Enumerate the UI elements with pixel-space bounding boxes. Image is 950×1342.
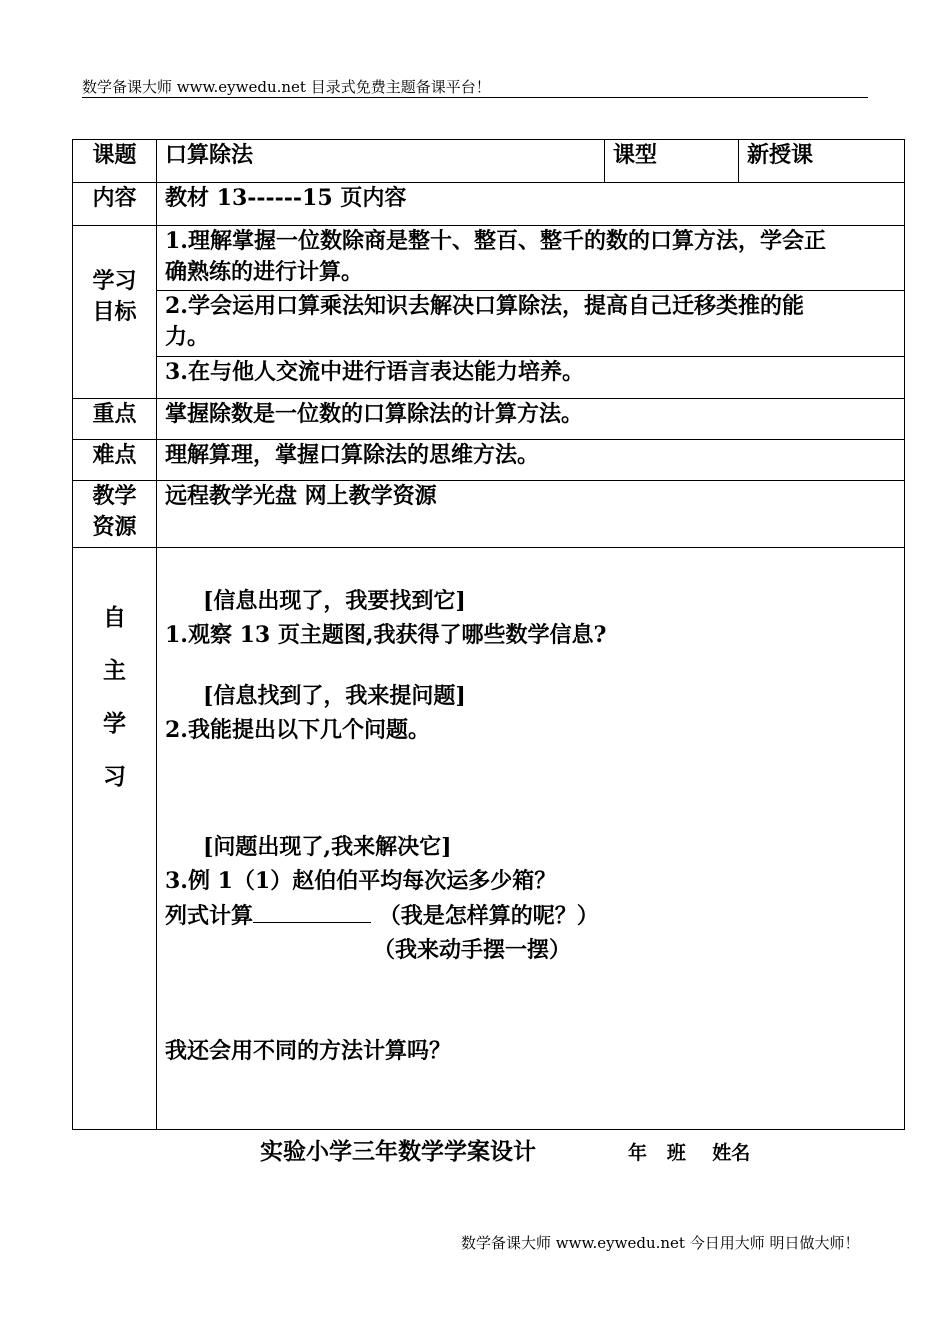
self-study-label — [73, 548, 157, 1130]
section-3-heading: [问题出现了,我来解决它] — [203, 834, 452, 860]
section-3-text: 3.例 1（1）赵伯伯平均每次运多少箱？ — [165, 868, 557, 894]
topic-label: 课题 — [73, 140, 157, 183]
page-header: 数学备课大师 www.eywedu.net 目录式免费主题备课平台！ — [82, 78, 491, 96]
goals-label-line-2: 目标 — [92, 299, 137, 325]
calc-hint: （我是怎样算的呢？） — [378, 903, 599, 929]
worksheet-title: 实验小学三年数学学案设计 — [260, 1138, 536, 1165]
goal-2-line-2: 力。 — [165, 324, 210, 350]
self-study-char-4: 习 — [103, 763, 126, 790]
goal-2 — [157, 291, 905, 357]
section-1-heading: [信息出现了，我要找到它] — [203, 588, 466, 614]
self-study-content — [157, 548, 905, 1130]
other-method-text: 我还会用不同的方法计算吗？ — [165, 1038, 452, 1064]
header-divider — [82, 97, 868, 98]
section-2-heading: [信息找到了，我来提问题] — [203, 683, 466, 709]
self-study-char-2: 主 — [103, 657, 126, 684]
self-study-char-3: 学 — [103, 710, 126, 737]
lesson-plan-table — [72, 139, 905, 1130]
goal-2-line-1: 2.学会运用口算乘法知识去解决口算除法，提高自己迁移类推的能 — [165, 293, 804, 319]
goal-1-line-2: 确熟练的进行计算。 — [165, 259, 364, 285]
difficulty-value: 理解算理，掌握口算除法的思维方法。 — [157, 440, 905, 481]
student-info-fields: 年 班 姓名 — [628, 1142, 751, 1164]
topic-value: 口算除法 — [157, 140, 605, 183]
calc-label: 列式计算 — [165, 903, 254, 929]
goals-label-line-1: 学习 — [92, 268, 137, 294]
goal-1 — [157, 226, 905, 291]
content-label: 内容 — [73, 183, 157, 226]
section-1-text: 1.观察 13 页主题图,我获得了哪些数学信息? — [165, 622, 607, 648]
key-point-label: 重点 — [73, 399, 157, 440]
calc-answer-blank[interactable] — [253, 900, 371, 923]
content-value: 教材 13------15 页内容 — [157, 183, 905, 226]
resources-value: 远程教学光盘 网上教学资源 — [157, 481, 905, 548]
hands-on-text: （我来动手摆一摆） — [373, 937, 572, 963]
resources-label-line-2: 资源 — [92, 514, 137, 540]
calc-line — [165, 900, 896, 932]
goal-3: 3.在与他人交流中进行语言表达能力培养。 — [157, 357, 905, 399]
difficulty-label: 难点 — [73, 440, 157, 481]
goal-1-line-1: 1.理解掌握一位数除商是整十、整百、整千的数的口算方法，学会正 — [165, 228, 826, 254]
type-label: 课型 — [605, 140, 739, 183]
resources-label — [73, 481, 157, 548]
section-2-text: 2.我能提出以下几个问题。 — [165, 717, 430, 743]
type-value: 新授课 — [739, 140, 905, 183]
key-point-value: 掌握除数是一位数的口算除法的计算方法。 — [157, 399, 905, 440]
resources-label-line-1: 教学 — [92, 483, 137, 509]
goals-label — [73, 226, 157, 399]
self-study-char-1: 自 — [103, 604, 126, 631]
page-footer: 数学备课大师 www.eywedu.net 今日用大师 明日做大师！ — [461, 1234, 860, 1252]
